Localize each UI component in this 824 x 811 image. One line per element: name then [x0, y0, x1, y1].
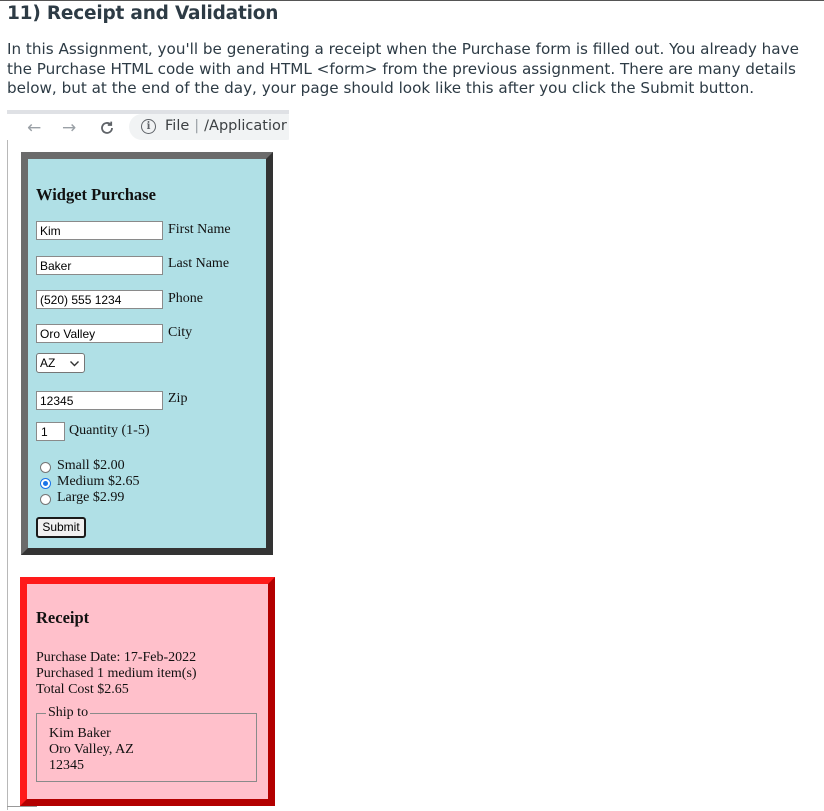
state-selected-value: AZ [40, 356, 56, 370]
reload-icon[interactable] [99, 118, 115, 138]
url-scheme: File [165, 118, 190, 134]
zip-input[interactable]: 12345 [36, 391, 163, 410]
purchased-items: Purchased 1 medium item(s) [36, 666, 197, 681]
size-label: Medium $2.65 [57, 474, 140, 489]
top-divider [0, 0, 824, 1]
url-separator: | [194, 118, 200, 134]
ship-to-legend: Ship to [48, 705, 89, 720]
receipt-panel [20, 577, 275, 806]
radio-button[interactable] [40, 494, 51, 505]
phone-label: Phone [168, 291, 203, 306]
size-label: Large $2.99 [57, 490, 125, 505]
window-edge [7, 120, 14, 810]
form-title: Widget Purchase [36, 185, 156, 204]
quantity-input[interactable]: 1 [36, 422, 65, 441]
zip-label: Zip [168, 391, 188, 406]
city-input[interactable]: Oro Valley [36, 324, 163, 343]
state-select[interactable] [36, 353, 85, 373]
example-screenshot [7, 110, 289, 810]
quantity-label: Quantity (1-5) [69, 423, 150, 438]
page-title: 11) Receipt and Validation [7, 3, 279, 24]
radio-button-checked[interactable] [40, 478, 51, 489]
total-cost: Total Cost $2.65 [36, 682, 129, 697]
bottom-edge [7, 806, 37, 811]
ship-name: Kim Baker [49, 726, 111, 741]
info-icon[interactable]: i [141, 119, 156, 134]
ship-zip: 12345 [49, 758, 84, 773]
phone-input[interactable]: (520) 555 1234 [36, 290, 163, 309]
purchase-date: Purchase Date: 17-Feb-2022 [36, 650, 197, 665]
chevron-down-icon [69, 355, 80, 369]
radio-button[interactable] [40, 462, 51, 473]
last-name-input[interactable]: Baker [36, 256, 163, 275]
back-arrow-icon[interactable]: ← [27, 118, 42, 138]
first-name-input[interactable]: Kim [36, 221, 163, 240]
ship-to-fieldset [36, 705, 257, 782]
city-label: City [168, 325, 193, 340]
size-label: Small $2.00 [57, 458, 125, 473]
receipt-title: Receipt [36, 608, 90, 627]
last-name-label: Last Name [168, 256, 230, 271]
intro-paragraph: In this Assignment, you'll be generating a receipt when the Purchase form is filled out. You already have the Purchase HTML code with and HTML <form> from the previous assignment. There are many details below, but at the end of the day, your page should look like this after you click the Submit button. [7, 40, 799, 97]
url-path: /Applicatior [204, 118, 287, 134]
first-name-label: First Name [168, 222, 231, 237]
forward-arrow-icon[interactable]: → [62, 118, 77, 138]
ship-city-state: Oro Valley, AZ [49, 742, 134, 757]
purchase-form [21, 152, 273, 555]
address-bar[interactable] [129, 114, 289, 140]
address-text [165, 118, 287, 134]
browser-toolbar [7, 110, 289, 140]
submit-button[interactable]: Submit [36, 517, 86, 538]
